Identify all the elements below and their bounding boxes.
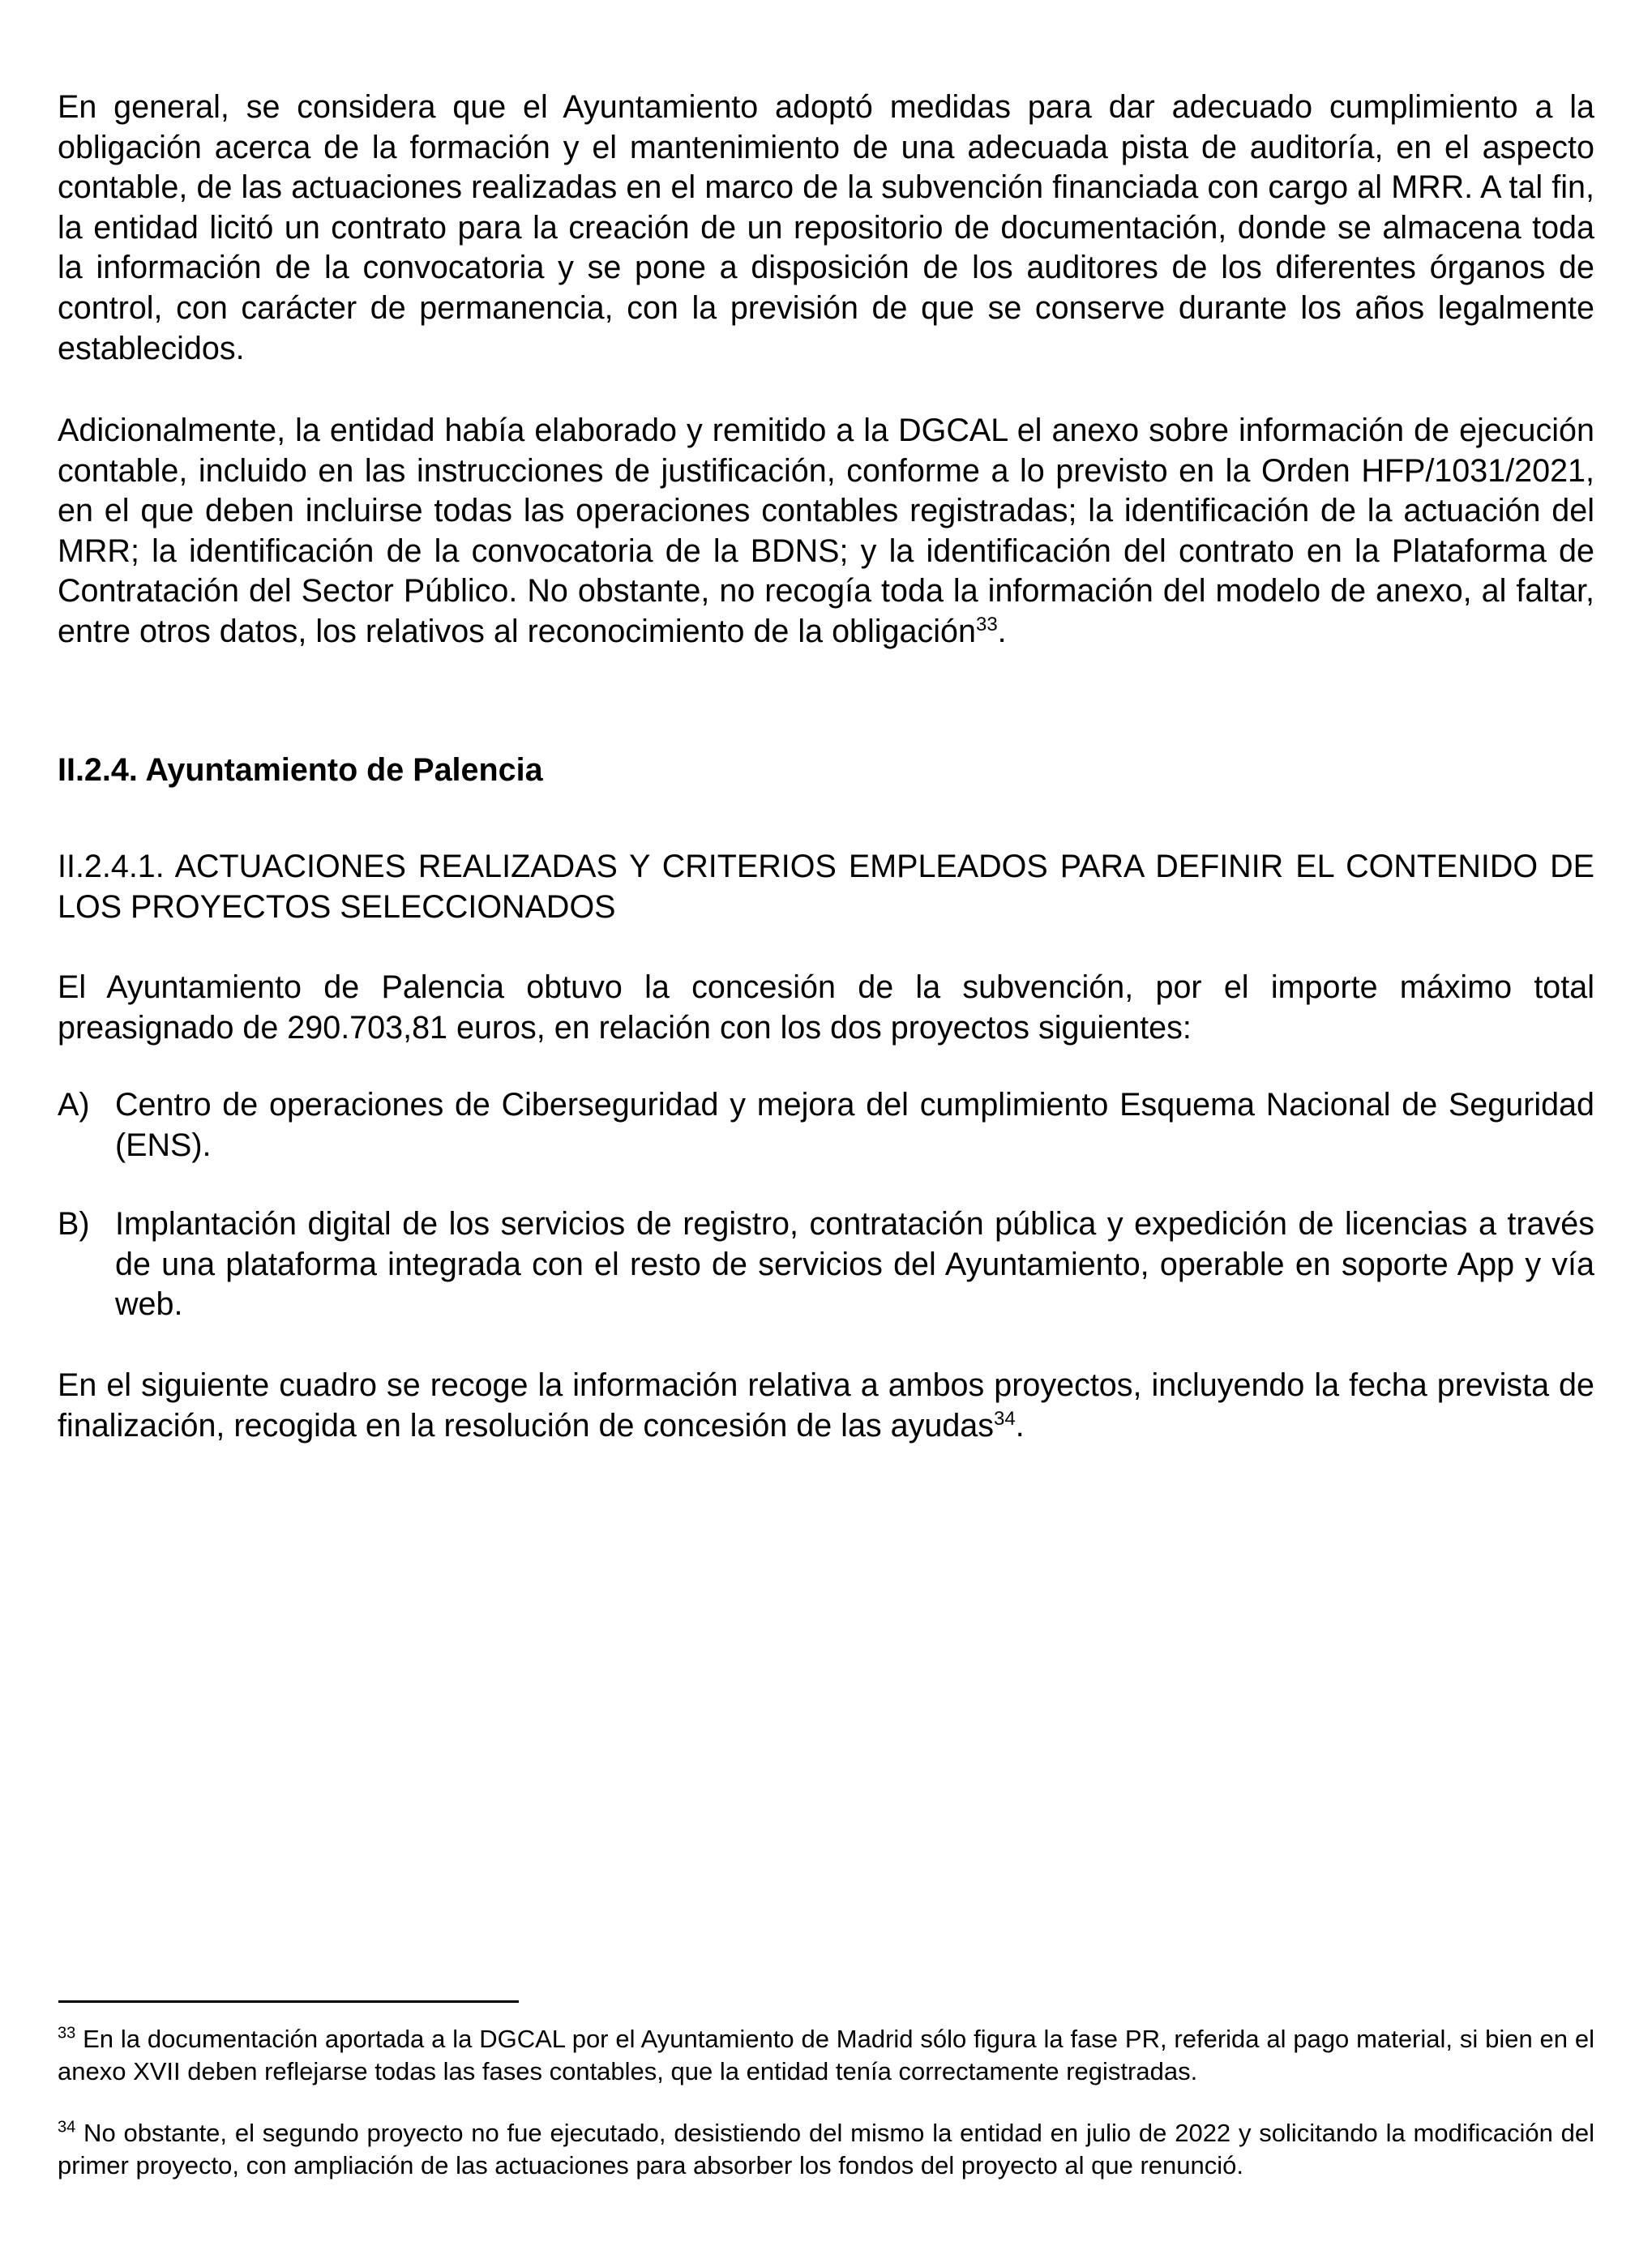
section-heading: II.2.4. Ayuntamiento de Palencia (58, 752, 543, 788)
list-item-text: Implantación digital de los servicios de registro, contratación pública y expedición de licencias a través de una plataforma integrada con el resto de servicios del Ayuntamiento, operable en soporte App y vía web. (115, 1206, 1594, 1323)
paragraph-audit-trail: En general, se considera que el Ayuntamiento adoptó medidas para dar adecuado cumplimiento a la obligación acerca de la formación y el mantenimiento de una adecuada pista de auditoría, en el aspecto contable, de las actuaciones realizadas en el marco de la subvención financiada con cargo al MRR. A tal fin, la entidad licitó un contrato para la creación de un repositorio de documentación, donde se almacena toda la información de la convocatoria y se pone a disposición de los auditores de los diferentes órganos de control, con carácter de permanencia, con la previsión de que se conserve durante los años legalmente establecidos. (58, 89, 1594, 366)
list-marker: B) (58, 1206, 90, 1242)
footnote-33: $^{33}$ En la documentación aportada a la DGCAL por el Ayuntamiento de Madrid sólo figura la fase PR, referida al pago material, si bien en el anexo XVII deben reflejarse todas las fases contables, que la entidad tenía correctamente registradas. (58, 2024, 1594, 2085)
footnote-ref-33[interactable]: 33 (975, 613, 998, 635)
footnote-ref-34[interactable]: 34 (994, 1407, 1016, 1430)
list-item (58, 1085, 1594, 1166)
paragraph-accounting-annex: Adicionalmente, la entidad había elaborado y remitido a la DGCAL el anexo sobre información de ejecución contable, incluido en las instrucciones de justificación, conforme a lo previsto en la Orden HFP/1031/2021, en el que deben incluirse todas las operaciones contables registradas; la identificación de la actuación del MRR; la identificación de la convocatoria de la BDNS; y la identificación del contrato en la Plataforma de Contratación del Sector Público. No obstante, no recogía toda la información del modelo de anexo, al faltar, entre otros datos, los relativos al reconocimiento de la obligación$^{33}$. (58, 413, 1594, 649)
paragraph-grant: El Ayuntamiento de Palencia obtuvo la concesión de la subvención, por el importe máximo total preasignado de 290.703,81 euros, en relación con los dos proyectos siguientes: (58, 969, 1594, 1046)
list-item-text: Centro de operaciones de Ciberseguridad y mejora del cumplimiento Esquema Nacional de Seguridad (ENS). (115, 1087, 1594, 1163)
list-marker: A) (58, 1087, 90, 1123)
footnote-divider (58, 2000, 519, 2003)
list-item (58, 1204, 1594, 1325)
footnote-34: $^{34}$ No obstante, el segundo proyecto no fue ejecutado, desistiendo del mismo la entidad en julio de 2022 y solicitando la modificación del primer proyecto, con ampliación de las actuaciones para absorber los fondos del proyecto al que renunció. (58, 2118, 1594, 2179)
paragraph-table-intro: En el siguiente cuadro se recoge la información relativa a ambos proyectos, incluyendo la fecha prevista de finalización, recogida en la resolución de concesión de las ayudas$^{34}$. (58, 1367, 1594, 1444)
subsection-heading: II.2.4.1. ACTUACIONES REALIZADAS Y CRITERIOS EMPLEADOS PARA DEFINIR EL CONTENIDO DE LOS PROYECTOS SELECCIONADOS (58, 849, 1594, 925)
